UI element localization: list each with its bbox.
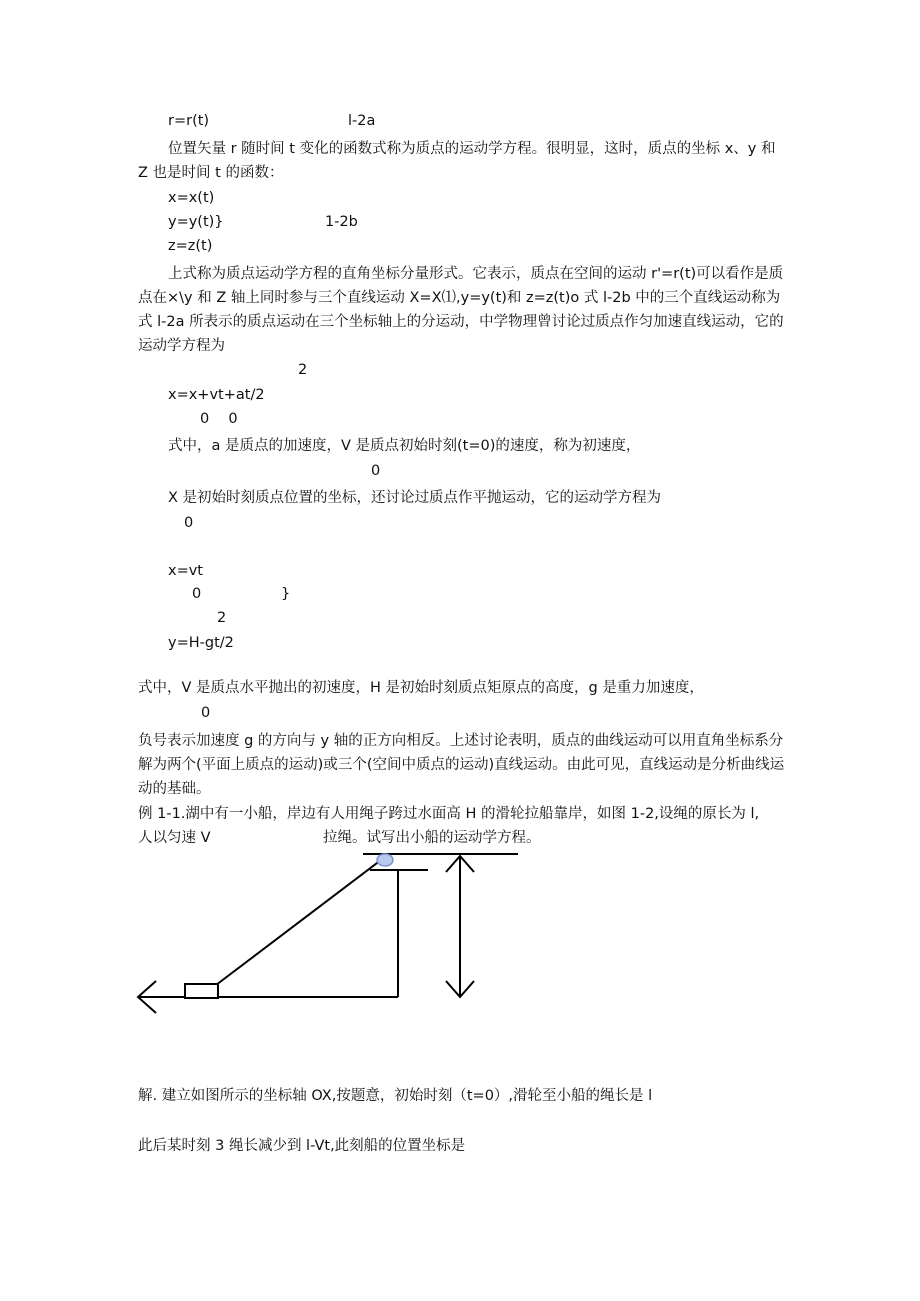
eq-projectile-y: y=H-gt/2 <box>168 635 234 651</box>
rope <box>216 857 385 985</box>
paragraph-1: 位置矢量 r 随时间 t 变化的函数式称为质点的运动学方程。很明显，这时，质点的坐标 x、y 和 Z 也是时间 t 的函数： <box>138 141 776 181</box>
eq-projectile-x-subscript: 0 <box>192 586 202 602</box>
eq-uniform-subscripts: 0 0 <box>200 411 238 427</box>
paragraph-4-subscript: 0 <box>184 515 194 531</box>
solution-line-2: 此后某时刻 3 绳长减少到 l-Vt,此刻船的位置坐标是 <box>138 1138 466 1154</box>
eq-1-2b-z: z=z(t) <box>168 238 213 254</box>
example-line-1: 例 1-1.湖中有一小船，岸边有人用绳子跨过水面高 H 的滑轮拉船靠岸，如图 1-2,设绳的原长为 l, <box>138 806 760 822</box>
pulley-boat-figure <box>130 845 530 1020</box>
paragraph-3: 式中，a 是质点的加速度，V 是质点初始时刻(t=0)的速度，称为初速度， <box>168 438 641 454</box>
paragraph-5: 式中，V 是质点水平抛出的初速度，H 是初始时刻质点矩原点的高度，g 是重力加速度， <box>138 680 704 696</box>
eq-uniform-main: x=x+vt+at/2 <box>168 387 265 403</box>
paragraph-6: 负号表示加速度 g 的方向与 y 轴的正方向相反。上述讨论表明，质点的曲线运动可以用直角坐标系分解为两个(平面上质点的运动)或三个(空间中质点的运动)直线运动。由此可见，直线运动是分析曲线运动的基础。 <box>138 733 785 797</box>
paragraph-3-subscript: 0 <box>371 463 381 479</box>
paragraph-2: 上式称为质点运动学方程的直角坐标分量形式。它表示，质点在空间的运动 r'=r(t)可以看作是质点在×\y 和 Z 轴上同时参与三个直线运动 X=X⑴,y=y(t)和 z=z(t)o 式 l-2b 中的三个直线运动称为式 l-2a 所表示的质点运动在三个坐标轴上的分运动，中学物理曾讨论过质点作匀加速直线运动，它的运动学方程为 <box>138 266 784 354</box>
eq-projectile-brace: } <box>281 586 291 602</box>
eq-projectile-x: x=vt <box>168 563 203 579</box>
eq-1-2b-x: x=x(t) <box>168 190 215 206</box>
boat <box>185 984 218 998</box>
eq-projectile-superscript: 2 <box>217 610 227 626</box>
pulley <box>377 854 393 866</box>
eq-1-2a-label: l-2a <box>348 113 376 129</box>
example-line-2a: 人以匀速 V <box>138 830 211 846</box>
example-line-2b: 拉绳。试写出小船的运动学方程。 <box>323 830 541 846</box>
paragraph-5-subscript: 0 <box>201 705 211 721</box>
eq-uniform-superscript: 2 <box>298 362 308 378</box>
paragraph-4: X 是初始时刻质点位置的坐标，还讨论过质点作平抛运动，它的运动学方程为 <box>168 490 662 506</box>
solution-line-1: 解. 建立如图所示的坐标轴 OX,按题意，初始时刻（t=0）,滑轮至小船的绳长是 l <box>138 1088 653 1104</box>
eq-1-2a-lhs: r=r(t) <box>168 113 210 129</box>
eq-1-2b-label: 1-2b <box>325 214 358 230</box>
eq-1-2b-y: y=y(t)} <box>168 214 224 230</box>
